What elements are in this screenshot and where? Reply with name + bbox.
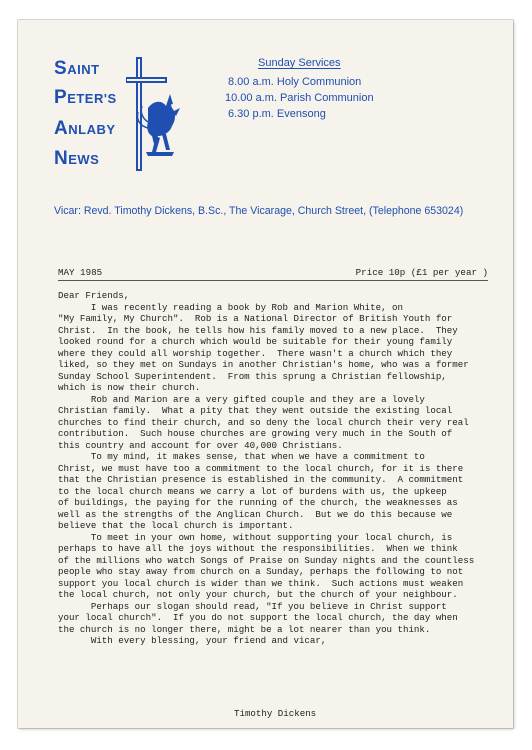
issue-date: MAY 1985 — [58, 267, 103, 278]
service-item: 8.00 a.m. Holy Communion — [228, 76, 362, 88]
letter-line: Dear Friends, — [58, 290, 130, 301]
letter-line: Christ. In the book, he tells how his family moved to a new place. They — [58, 324, 458, 336]
letter-line: liked, so they met on Sundays in another Christian's home, who was a former — [58, 359, 469, 370]
letter-line: the church is no longer there, might be a lot nearer than you think. — [58, 623, 431, 635]
letter-line: Christ, we must have too a commitment to the local church, for it is there — [58, 462, 464, 474]
title-word-2 — [54, 87, 117, 109]
newsletter-page — [18, 20, 513, 728]
title-word-1 — [54, 58, 100, 80]
letter-line: well as the strengths of the Anglican Church. But we do this because we — [58, 508, 453, 520]
letter-line: to the local church means we carry a lot of burdens with us, the upkeep — [58, 485, 447, 497]
title-initial: P — [54, 87, 68, 108]
letter-line: the local church, not only your church, but the church of your neighbour. — [58, 589, 458, 600]
letter-line: your local church". If you do not support the local church, the day when — [58, 612, 458, 623]
letter-line: Rob and Marion are a very gifted couple and they are a lovely — [58, 393, 425, 405]
letter-line: which is now their church. — [58, 382, 201, 393]
letter-line: support you local church is wider than we think. Such actions must weaken — [58, 577, 464, 589]
issue-price: Price 10p (£1 per year ) — [355, 267, 488, 278]
letter-line: "My Family, My Church". Rob is a National Director of British Youth for — [58, 313, 453, 324]
title-initial: A — [54, 118, 69, 139]
letter-line: perhaps to have all the joys without the responsibilities. When we think — [58, 543, 458, 554]
letter-body — [58, 290, 498, 647]
title-word-4 — [54, 148, 99, 170]
letter-line: people who stay away from church on a Sunday, perhaps the following to not — [58, 566, 464, 577]
letter-line: believe that the local church is important. — [58, 520, 294, 531]
letter-line: this country and account for over 40,000 Christians. — [58, 439, 343, 451]
letter-line: looked round for a church which would be suitable for their young family — [58, 336, 453, 347]
divider — [58, 280, 488, 281]
letter-line: that the Christian presence is established in the community. A commitment — [58, 474, 464, 485]
letter-line: With every blessing, your friend and vicar, — [58, 635, 327, 646]
signature: Timothy Dickens — [234, 708, 317, 719]
title-initial: N — [54, 148, 69, 169]
title-rest: AINT — [67, 62, 100, 77]
letter-line: churches to find their church, and so deny the local church their very real — [58, 416, 469, 428]
letter-line: Christian family. What a pity that they went outside the existing local — [58, 405, 453, 416]
letter-line: I was recently reading a book by Rob and Marion White, on — [58, 301, 403, 313]
letter-line: contribution. Such house churches are growing very much in the South of — [58, 428, 453, 439]
letter-line: of the millions who watch Songs of Praise on Sunday nights and the countless — [58, 554, 475, 566]
title-rest: EWS — [68, 152, 100, 167]
letter-line: To meet in your own home, without supporting your local church, is — [58, 531, 453, 543]
title-initial: S — [54, 58, 68, 79]
services-heading: Sunday Services — [258, 57, 341, 69]
service-item: 6.30 p.m. Evensong — [228, 108, 326, 120]
letter-line: Sunday School Superintendent. From this sprung a Christian fellowship, — [58, 370, 447, 382]
letter-line: To my mind, it makes sense, that when we have a commitment to — [58, 451, 425, 462]
letter-line: of buildings, the paying for the running of the church, the weaknesses as — [58, 497, 458, 508]
service-item: 10.00 a.m. Parish Communion — [225, 92, 374, 104]
letter-line: Perhaps our slogan should read, "If you believe in Christ support — [58, 600, 447, 612]
title-rest: NLABY — [68, 122, 116, 137]
title-rest: ETER'S — [67, 91, 117, 106]
vicar-address: Vicar: Revd. Timothy Dickens, B.Sc., The Vicarage, Church Street, (Telephone 653024) — [54, 205, 464, 217]
letter-line: where they could all worship together. There wasn't a church which they — [58, 347, 453, 359]
cross-with-rooster-icon — [126, 56, 186, 176]
title-word-3 — [54, 118, 116, 140]
